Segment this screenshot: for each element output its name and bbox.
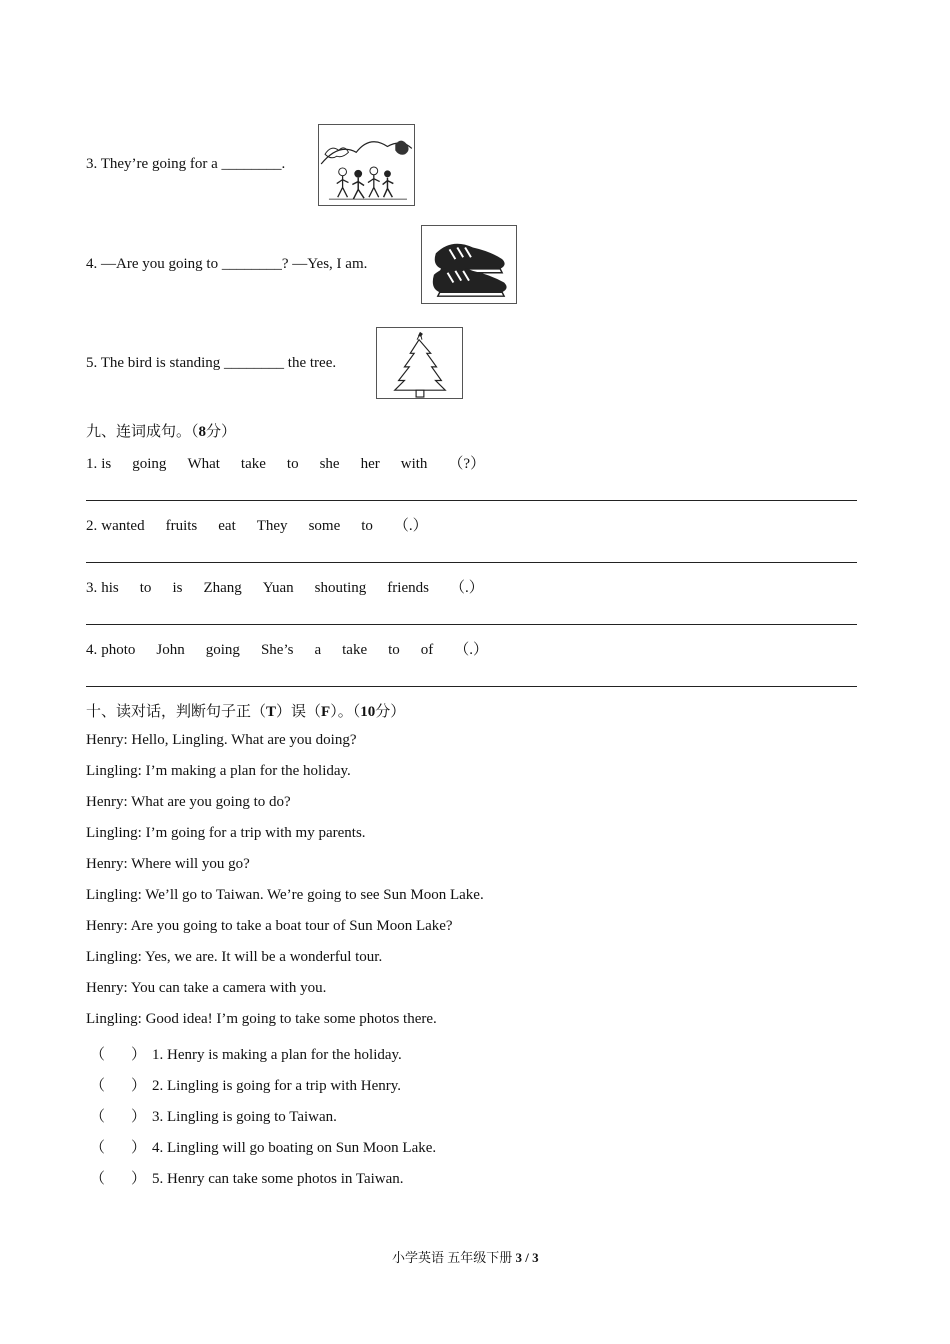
dialogue-line: Lingling: We’ll go to Taiwan. We’re going to see Sun Moon Lake. <box>86 887 484 903</box>
fill-blank-4: 4. —Are you going to ________? —Yes, I am. <box>86 256 368 272</box>
answer-blank[interactable]: （ ） <box>90 1047 147 1063</box>
bird-on-tree-icon <box>376 327 463 399</box>
dialogue-line: Henry: You can take a camera with you. <box>86 980 327 996</box>
dialogue-line: Henry: Are you going to take a boat tour of Sun Moon Lake? <box>86 918 453 934</box>
reorder-item-2: 2. wanted fruits eat They some to （.） <box>86 518 428 534</box>
judgment-statement-3: （ ） 3. Lingling is going to Taiwan. <box>90 1105 337 1126</box>
answer-blank[interactable]: （ ） <box>90 1109 147 1125</box>
dialogue-line: Henry: Where will you go? <box>86 856 250 872</box>
reorder-item-4: 4. photo John going She’s a take to of （.） <box>86 642 489 658</box>
dialogue-line: Henry: What are you going to do? <box>86 794 291 810</box>
answer-blank[interactable]: （ ） <box>90 1171 147 1187</box>
answer-line-2[interactable] <box>86 562 857 563</box>
judgment-statement-5: （ ） 5. Henry can take some photos in Taiwan. <box>90 1167 404 1188</box>
answer-blank[interactable]: （ ） <box>90 1140 147 1156</box>
dialogue-line: Lingling: I’m making a plan for the holiday. <box>86 763 351 779</box>
answer-line-3[interactable] <box>86 624 857 625</box>
reorder-item-3: 3. his to is Zhang Yuan shouting friends （.） <box>86 580 484 596</box>
section10-title: 十、读对话，判断句子正（T）误（F）。（10分） <box>86 704 406 720</box>
page-footer: 小学英语 五年级下册 3 / 3 <box>392 1250 539 1265</box>
answer-line-4[interactable] <box>86 686 857 687</box>
dialogue-line: Lingling: Yes, we are. It will be a wonderful tour. <box>86 949 383 965</box>
dialogue-line: Lingling: I’m going for a trip with my parents. <box>86 825 366 841</box>
answer-line-1[interactable] <box>86 500 857 501</box>
page-number: 3 <box>515 1250 523 1265</box>
judgment-statement-2: （ ） 2. Lingling is going for a trip with Henry. <box>90 1074 401 1095</box>
section9-title: 九、连词成句。（8分） <box>86 424 237 440</box>
judgment-statement-1: （ ） 1. Henry is making a plan for the holiday. <box>90 1043 402 1064</box>
reorder-item-1: 1. is going What take to she her with （?） <box>86 456 486 472</box>
judgment-statement-4: （ ） 4. Lingling will go boating on Sun Moon Lake. <box>90 1136 436 1157</box>
hiking-children-icon <box>318 124 415 206</box>
dialogue-line: Henry: Hello, Lingling. What are you doing? <box>86 732 357 748</box>
fill-blank-3: 3. They’re going for a ________. <box>86 156 286 172</box>
fill-blank-5: 5. The bird is standing ________ the tree. <box>86 355 337 371</box>
sneakers-icon <box>421 225 517 304</box>
answer-blank[interactable]: （ ） <box>90 1078 147 1094</box>
dialogue-line: Lingling: Good idea! I’m going to take some photos there. <box>86 1011 437 1027</box>
page-total: 3 <box>532 1250 539 1265</box>
